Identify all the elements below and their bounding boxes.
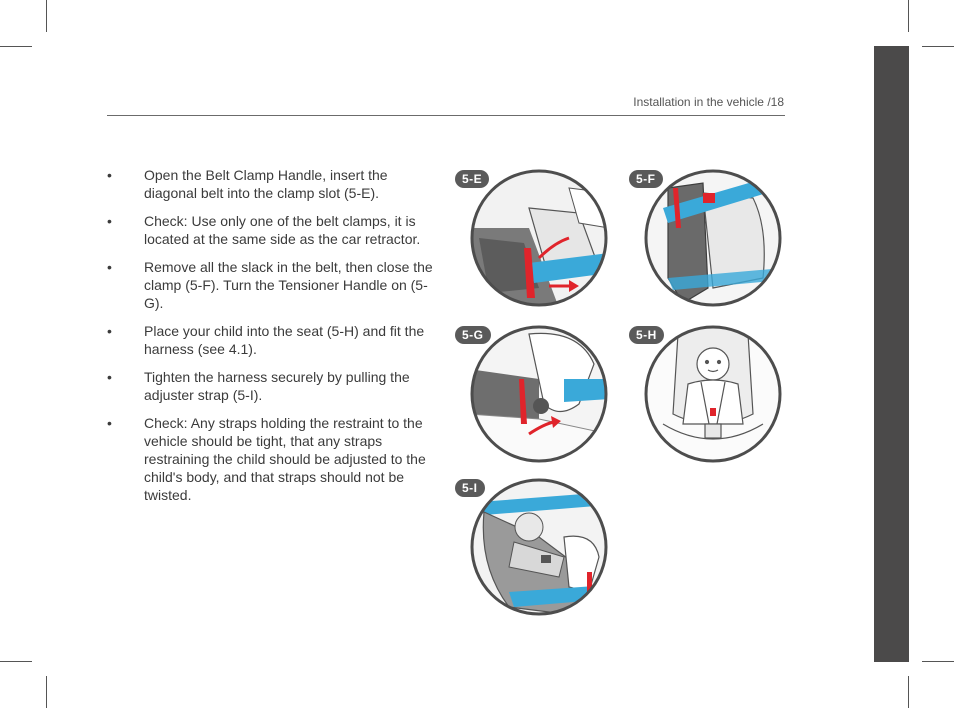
adjuster-strap-illustration (469, 477, 609, 617)
figure-5g-tensioner-handle (462, 324, 609, 464)
belt-clamp-illustration (469, 168, 609, 308)
instruction-item: • Tighten the harness securely by pulling the adjuster strap (5-I). (107, 369, 410, 403)
figure-label: 5-F (629, 170, 663, 188)
instruction-item: • Check: Use only one of the belt clamps, it is located at the same side as the car retractor. (107, 213, 421, 247)
header-rule (107, 115, 785, 116)
crop-mark (908, 0, 909, 32)
page-header: Installation in the vehicle /18 (633, 95, 784, 109)
chapter-side-tab (874, 46, 909, 662)
figure-label: 5-G (455, 326, 491, 344)
child-in-seat-illustration (643, 324, 783, 464)
figure-label: 5-E (455, 170, 489, 188)
figure-label: 5-I (455, 479, 485, 497)
instruction-item: • Remove all the slack in the belt, then close the clamp (5-F). Turn the Tensioner Handle on (5-G). (107, 259, 433, 311)
instruction-list (107, 166, 437, 514)
crop-mark (46, 676, 47, 708)
crop-mark (46, 0, 47, 32)
instruction-item: • Place your child into the seat (5-H) and fit the harness (see 4.1). (107, 323, 425, 357)
crop-mark (0, 661, 32, 662)
crop-mark (922, 661, 954, 662)
crop-mark (908, 676, 909, 708)
figure-label: 5-H (629, 326, 664, 344)
crop-mark (922, 46, 954, 47)
crop-mark (0, 46, 32, 47)
close-clamp-illustration (643, 168, 783, 308)
instruction-item: • Check: Any straps holding the restraint to the vehicle should be tight, that any straps restraining the child should be adjusted to the child's body, and that straps should not be twisted. (107, 415, 426, 503)
figure-5i-adjuster-strap (462, 477, 609, 617)
figure-5e-belt-clamp (462, 168, 609, 308)
figure-5f-close-clamp (636, 168, 783, 308)
figure-5h-child-in-seat (636, 324, 783, 464)
instruction-item: • Open the Belt Clamp Handle, insert the diagonal belt into the clamp slot (5-E). (107, 167, 388, 201)
tensioner-handle-illustration (469, 324, 609, 464)
